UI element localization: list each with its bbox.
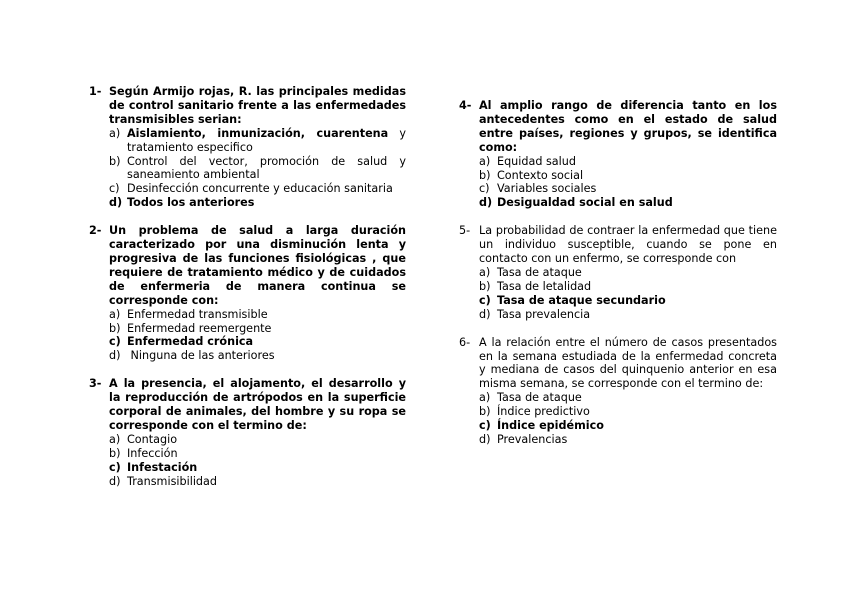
left-column	[89, 85, 406, 488]
option-a: a) Contagio	[109, 432, 178, 446]
question-stem: A la relación entre el número de casos presentados en la semana estudiada de la enfermedad concreta y mediana de casos del quinquenio anterior en esa misma semana, se corresponde con el termino de:	[479, 335, 777, 391]
option-c: c) Tasa de ataque secundario	[479, 293, 666, 307]
option-d: d) Prevalencias	[479, 432, 568, 446]
option-a: a) Enfermedad transmisible	[109, 307, 268, 321]
option-bold-part: Aislamiento, inmunización, cuarentena	[127, 126, 389, 140]
question-stem: A la presencia, el alojamento, el desarrollo y la reproducción de artrópodos en la superficie corporal de animales, del hombre y su ropa se corresponde con el termino de:	[109, 377, 406, 432]
option-d: d) Transmisibilidad	[109, 474, 217, 488]
option-d: d) Todos los anteriores	[109, 196, 255, 210]
question-number: 5-	[459, 224, 471, 238]
option-c: c) Desinfección concurrente y educación sanitaria	[109, 182, 393, 196]
question-stem: Al amplio rango de diferencia tanto en los antecedentes como en el estado de salud entre países, regiones y grupos, se identifica como:	[479, 99, 777, 154]
options-list	[109, 127, 406, 210]
option-b: b) Contexto social	[479, 168, 584, 182]
question-number: 3-	[89, 377, 102, 391]
option-b: b) Enfermedad reemergente	[109, 321, 272, 335]
option-a: a) Aislamiento, inmunización, cuarentena y tratamiento especifico	[109, 126, 406, 154]
question-stem: Según Armijo rojas, R. las principales medidas de control sanitario frente a las enfermedades transmisibles serian:	[109, 85, 406, 126]
question-stem: La probabilidad de contraer la enfermedad que tiene un individuo susceptible, cuando se pone en contacto con un enfermo, se corresponde con	[479, 224, 777, 266]
question-1	[89, 85, 406, 210]
option-c: c) Infestación	[109, 460, 198, 474]
option-rest: y tratamiento especifico	[127, 126, 406, 154]
options-list	[109, 308, 406, 364]
option-a: a) Equidad salud	[479, 154, 576, 168]
question-6	[459, 336, 777, 447]
option-d: d) Ninguna de las anteriores	[109, 349, 275, 363]
option-d: d) Desigualdad social en salud	[479, 196, 673, 210]
question-4	[459, 99, 777, 210]
options-list	[109, 433, 406, 489]
question-3	[89, 377, 406, 488]
option-b: b) Infección	[109, 446, 178, 460]
option-c: c) Enfermedad crónica	[109, 335, 254, 349]
options-list	[479, 391, 777, 447]
option-c: c) Variables sociales	[479, 182, 597, 196]
question-2	[89, 224, 406, 363]
option-d: d) Tasa prevalencia	[479, 307, 591, 321]
question-number: 4-	[459, 99, 472, 112]
option-b: b) Tasa de letalidad	[479, 279, 592, 293]
option-b: b) Control del vector, promoción de salud y saneamiento ambiental	[109, 154, 406, 182]
right-column	[459, 99, 777, 447]
question-number: 6-	[459, 335, 471, 349]
options-list	[479, 155, 777, 211]
question-5	[459, 224, 777, 321]
option-b: b) Índice predictivo	[479, 405, 590, 419]
option-a: a) Tasa de ataque	[479, 391, 582, 405]
options-list	[479, 266, 777, 322]
question-stem: Un problema de salud a larga duración caracterizado por una disminución lenta y progresiva de las funciones fisiológicas , que requiere de tratamiento médico y de cuidados de enfermeria de manera continua se corresponde con:	[109, 224, 406, 307]
question-number: 2-	[89, 224, 102, 238]
question-number: 1-	[89, 85, 102, 98]
option-a: a) Tasa de ataque	[479, 265, 582, 279]
option-c: c) Índice epidémico	[479, 419, 604, 433]
